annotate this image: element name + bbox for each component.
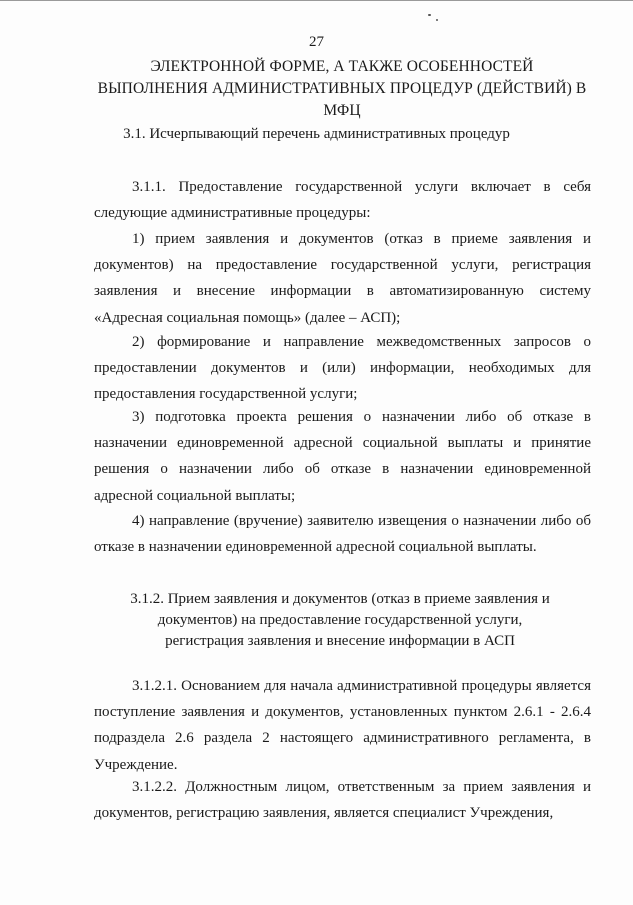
- list-item-4: 4) направление (вручение) заявителю извещения о назначении либо об отказе в назначении единовременной адресной социальной выплаты.: [94, 513, 591, 556]
- paragraph-3-1-2-2: 3.1.2.2. Должностным лицом, ответственным за прием заявления и документов, регистрацию заявления, является специалист Учреждения,: [94, 779, 591, 822]
- list-item-2: 2) формирование и направление межведомственных запросов о предоставлении документов и (или) информации, необходимых для предоставления государственной услуги;: [94, 334, 591, 403]
- page-title: ЭЛЕКТРОННОЙ ФОРМЕ, А ТАКЖЕ ОСОБЕННОСТЕЙ ВЫПОЛНЕНИЯ АДМИНИСТРАТИВНЫХ ПРОЦЕДУР (ДЕЙСТВИЙ) В МФЦ: [97, 58, 587, 119]
- section-heading-3-1: 3.1. Исчерпывающий перечень административных процедур: [123, 126, 510, 142]
- paragraph-3-1-1: 3.1.1. Предоставление государственной услуги включает в себя следующие административные процедуры:: [94, 179, 591, 222]
- scan-speck: [428, 14, 431, 16]
- list-item-1: 1) прием заявления и документов (отказ в приеме заявления и документов) на предоставление государственной услуги, регистрация заявления и внесение информации в автоматизированную систему «Адресная социальная помощь» (далее – АСП);: [94, 231, 591, 326]
- page-number: 27: [309, 34, 324, 50]
- scan-speck: [436, 19, 438, 21]
- list-item-3: 3) подготовка проекта решения о назначении либо об отказе в назначении единовременной адресной социальной выплаты и принятие решения о назначении либо об отказе в назначении единовременной адресной социальной выплаты;: [94, 409, 591, 504]
- paragraph-3-1-2-1: 3.1.2.1. Основанием для начала административной процедуры является поступление заявления и документов, установленных пунктом 2.6.1 - 2.6.4 подраздела 2.6 раздела 2 настоящего административного регламента, в Учреждение.: [94, 678, 591, 773]
- section-heading-3-1-2: 3.1.2. Прием заявления и документов (отказ в приеме заявления и документов) на предоставление государственной услуги, регистрация заявления и внесение информации в АСП: [130, 591, 550, 649]
- scan-edge-line: [0, 0, 633, 1]
